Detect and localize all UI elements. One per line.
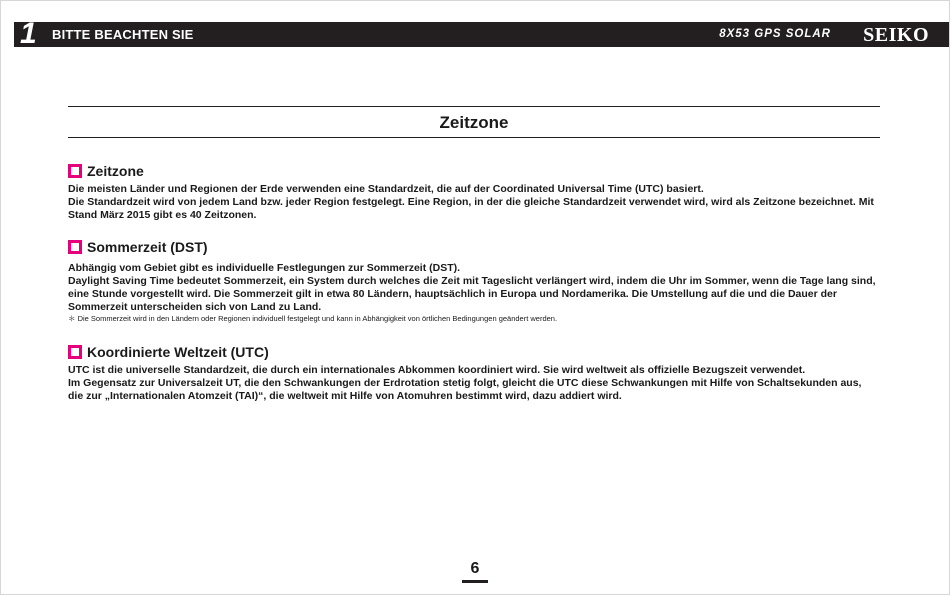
section-title: Sommerzeit (DST) — [87, 239, 208, 255]
paragraph: Die meisten Länder und Regionen der Erde verwenden eine Standardzeit, die auf der Coordinated Universal Time (UTC) basiert. — [68, 183, 704, 195]
section-heading — [68, 238, 878, 256]
section-sommerzeit — [68, 238, 878, 324]
chapter-title: BITTE BEACHTEN SIE — [52, 27, 194, 42]
title-top-rule — [68, 106, 880, 107]
section-body — [68, 183, 878, 222]
title-bottom-rule — [68, 137, 880, 138]
footnote: ＊ Die Sommerzeit wird in den Ländern oder Regionen individuell festgelegt und kann in Abhängigkeit von örtlichen Bedingungen geändert werden. — [68, 314, 558, 323]
section-body — [68, 364, 878, 403]
square-bullet-icon — [68, 164, 82, 178]
section-zeitzone — [68, 162, 878, 222]
brand-logo: SEIKO — [863, 24, 929, 46]
paragraph: Die Standardzeit wird von jedem Land bzw. jeder Region festgelegt. Eine Region, in der die gleiche Standardzeit verwendet wird, wird als Zeitzone bezeichnet. Mit Stand März 2015 gibt es 40 Zeitzonen. — [68, 196, 874, 221]
model-label: 8X53 GPS SOLAR — [719, 28, 831, 40]
square-bullet-icon — [68, 240, 82, 254]
page-title: Zeitzone — [439, 113, 509, 132]
section-utc — [68, 343, 878, 403]
header-bar — [14, 17, 949, 50]
square-bullet-icon — [68, 345, 82, 359]
section-heading — [68, 343, 878, 361]
page-number-underline — [462, 580, 488, 583]
paragraph: Daylight Saving Time bedeutet Sommerzeit, ein System durch welches die Zeit mit Tageslicht verlängert wird, indem die Uhr im Sommer, wenn die Tage lang sind, eine Stunde vorgestellt wird. Die Sommerzeit gilt in etwa 80 Ländern, hauptsächlich in Europa und Nordamerika. Die Umstellung auf die und die Dauer der Sommerzeit unterscheiden sich von Land zu Land. — [68, 275, 876, 313]
section-title: Zeitzone — [87, 163, 144, 179]
page-number: 6 — [470, 560, 480, 577]
chapter-number: 1 — [20, 17, 37, 50]
section-body — [68, 262, 878, 324]
section-heading — [68, 162, 878, 180]
paragraph: Abhängig vom Gebiet gibt es individuelle Festlegungen zur Sommerzeit (DST). — [68, 262, 461, 274]
paragraph: Im Gegensatz zur Universalzeit UT, die den Schwankungen der Erdrotation stetig folgt, gleicht die UTC diese Schwankungen mit Hilfe von Schaltsekunden aus, die zur „Internationalen Atomzeit (TAI)“, die weltweit mit Hilfe von Atomuhren bestimmt wird, dazu addiert wird. — [68, 377, 862, 402]
section-title: Koordinierte Weltzeit (UTC) — [87, 344, 269, 360]
paragraph: UTC ist die universelle Standardzeit, die durch ein internationales Abkommen koordiniert wird. Sie wird weltweit als offizielle Bezugszeit verwendet. — [68, 364, 806, 376]
